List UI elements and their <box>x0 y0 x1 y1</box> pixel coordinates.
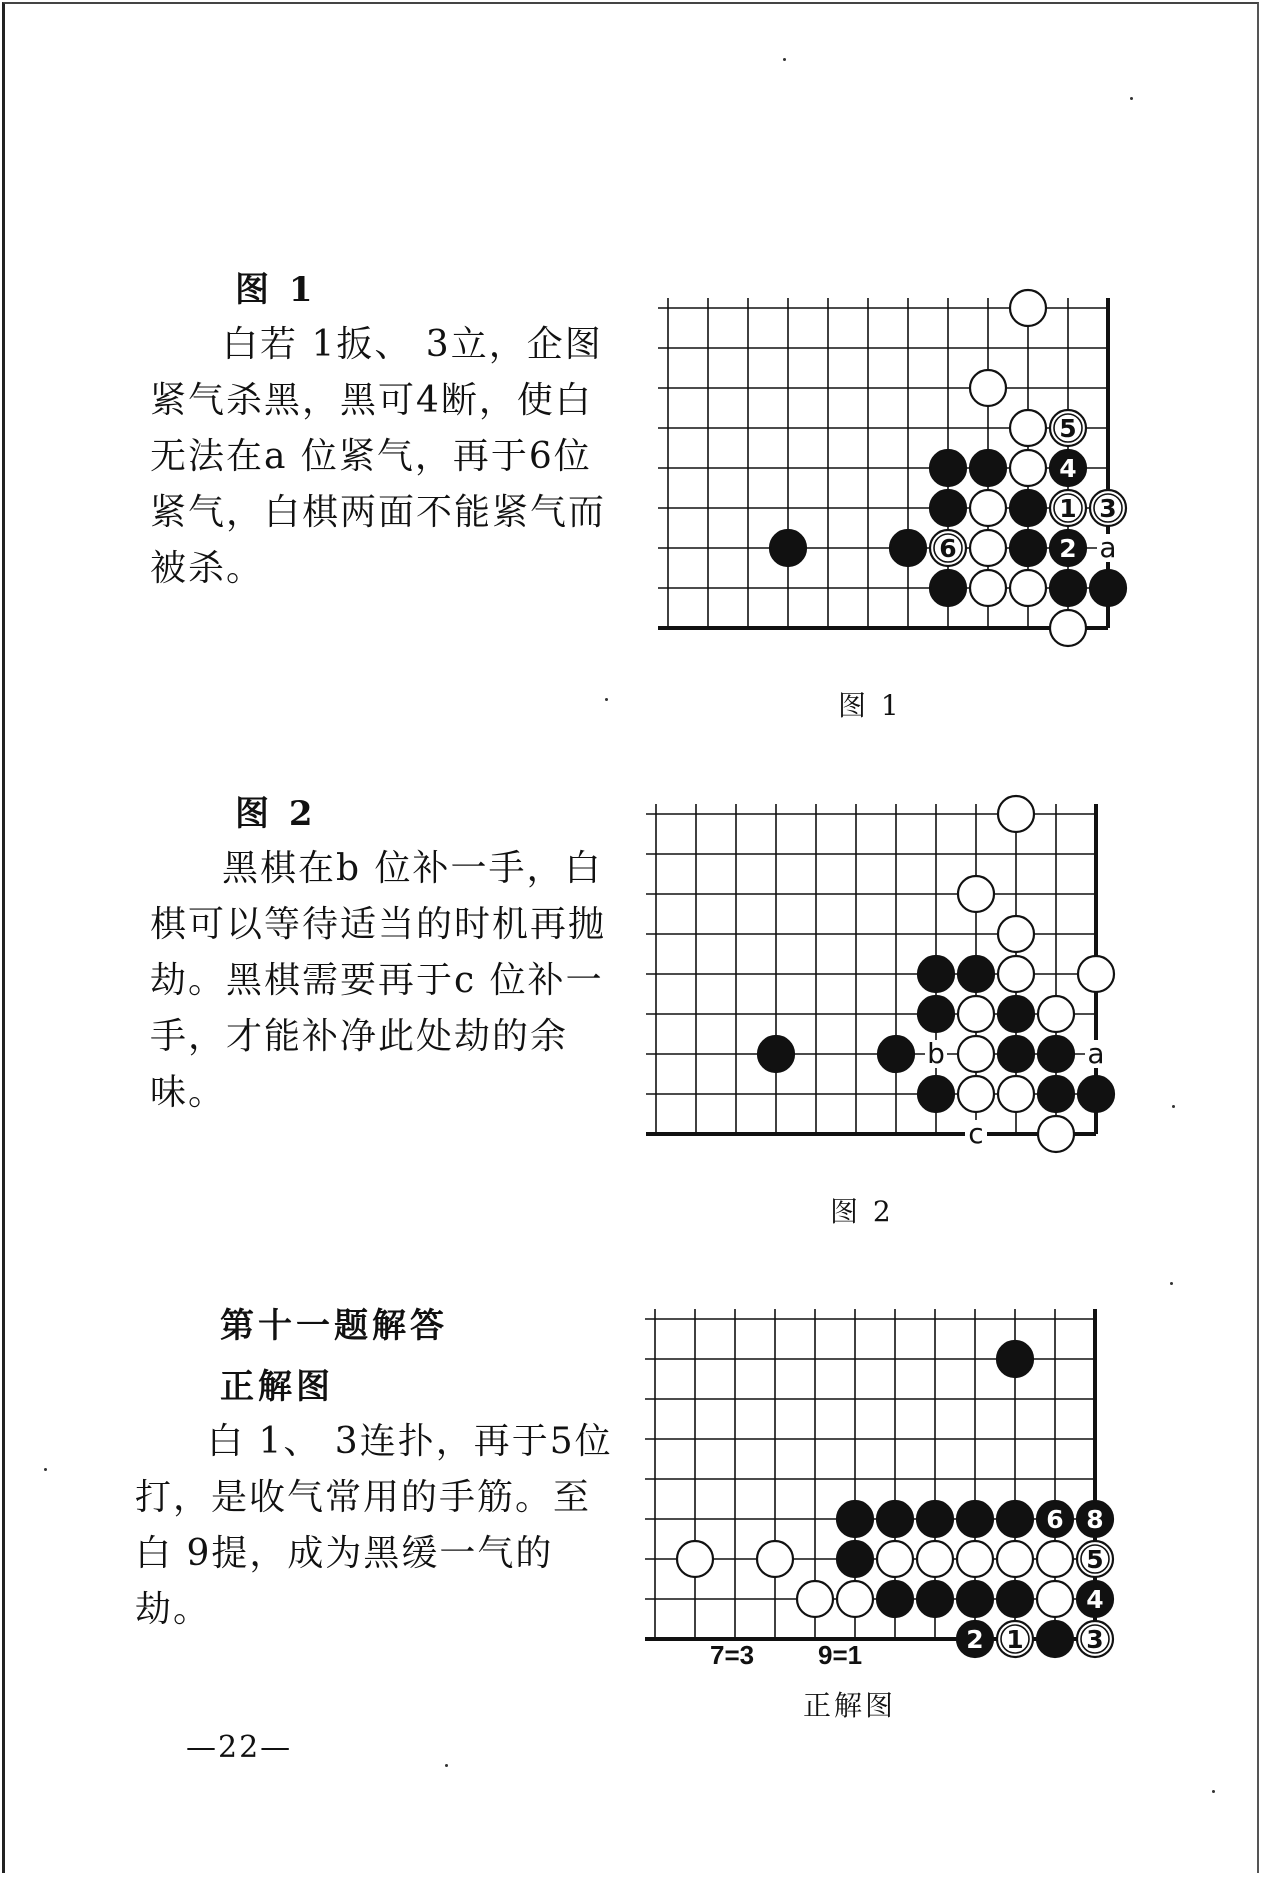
move-number-2: 2 <box>966 1625 984 1654</box>
white-stone <box>970 370 1006 406</box>
section-fig1 <box>150 262 620 597</box>
move-number-3: 3 <box>1086 1625 1104 1654</box>
white-stone <box>1010 290 1046 326</box>
white-stone <box>1037 1541 1073 1577</box>
move-number-8: 8 <box>1086 1505 1104 1534</box>
black-stone <box>997 1501 1033 1537</box>
black-stone <box>890 530 926 566</box>
black-stone <box>1010 530 1046 566</box>
black-stone <box>930 570 966 606</box>
move-number-6: 6 <box>939 534 957 563</box>
white-stone <box>1078 956 1114 992</box>
white-stone <box>1038 1116 1074 1152</box>
black-stone <box>997 1581 1033 1617</box>
fig1-heading: 图 1 <box>235 270 317 310</box>
black-stone <box>998 1036 1034 1072</box>
move-number-1: 1 <box>1006 1625 1024 1654</box>
black-stone <box>837 1541 873 1577</box>
white-stone <box>1038 996 1074 1032</box>
white-stone <box>998 796 1034 832</box>
white-stone <box>1010 450 1046 486</box>
point-label-a: a <box>1099 531 1117 564</box>
scan-speck <box>605 698 608 701</box>
go-diagram-fig1 <box>648 288 1128 648</box>
scan-speck <box>1212 1790 1215 1793</box>
white-stone <box>970 530 1006 566</box>
black-stone <box>918 996 954 1032</box>
white-stone <box>1010 410 1046 446</box>
move-number-2: 2 <box>1059 534 1077 563</box>
solution-heading: 第十一题解答 <box>220 1306 448 1346</box>
solution-subheading: 正解图 <box>220 1367 334 1407</box>
move-number-5: 5 <box>1086 1545 1104 1574</box>
white-stone <box>1050 610 1086 646</box>
black-stone <box>878 1036 914 1072</box>
point-label-a: a <box>1087 1037 1105 1070</box>
black-stone <box>957 1581 993 1617</box>
white-stone <box>997 1541 1033 1577</box>
white-stone <box>958 876 994 912</box>
white-stone <box>957 1541 993 1577</box>
black-stone <box>930 490 966 526</box>
white-stone <box>998 1076 1034 1112</box>
white-stone <box>917 1541 953 1577</box>
scan-speck <box>1172 1105 1175 1108</box>
white-stone <box>797 1581 833 1617</box>
move-number-6: 6 <box>1046 1505 1064 1534</box>
white-stone <box>970 490 1006 526</box>
black-stone <box>917 1501 953 1537</box>
white-stone <box>677 1541 713 1577</box>
go-diagram-fig2 <box>636 794 1116 1154</box>
black-stone <box>1038 1036 1074 1072</box>
page-number: —22— <box>186 1730 293 1765</box>
scan-speck <box>1170 1282 1173 1285</box>
solution-note-2: 9=1 <box>818 1640 863 1670</box>
move-number-4: 4 <box>1086 1585 1104 1614</box>
solution-caption: 正解图 <box>803 1689 897 1722</box>
white-stone <box>1037 1581 1073 1617</box>
fig2-caption: 图 2 <box>830 1195 894 1228</box>
black-stone <box>917 1581 953 1617</box>
black-stone <box>1037 1621 1073 1657</box>
black-stone <box>970 450 1006 486</box>
fig2-heading: 图 2 <box>235 794 317 834</box>
black-stone <box>1090 570 1126 606</box>
scan-speck <box>1130 97 1133 100</box>
black-stone <box>958 956 994 992</box>
point-label-b: b <box>927 1037 945 1070</box>
point-label-c: c <box>968 1117 984 1150</box>
white-stone <box>1010 570 1046 606</box>
go-diagram-solution <box>635 1299 1115 1659</box>
white-stone <box>958 996 994 1032</box>
section-fig2 <box>150 786 630 1121</box>
section-solution <box>135 1298 625 1638</box>
black-stone <box>837 1501 873 1537</box>
move-number-3: 3 <box>1099 494 1117 523</box>
scan-speck <box>44 1468 47 1471</box>
black-stone <box>1078 1076 1114 1112</box>
white-stone <box>970 570 1006 606</box>
fig1-text: 白若 1扳、 3立，企图紧气杀黑，黑可4断，使白无法在a 位紧气，再于6位紧气，白棋两面不能紧气而被杀。 <box>150 324 607 589</box>
black-stone <box>877 1501 913 1537</box>
white-stone <box>757 1541 793 1577</box>
black-stone <box>1010 490 1046 526</box>
black-stone <box>918 956 954 992</box>
white-stone <box>877 1541 913 1577</box>
black-stone <box>957 1501 993 1537</box>
white-stone <box>837 1581 873 1617</box>
black-stone <box>918 1076 954 1112</box>
white-stone <box>958 1036 994 1072</box>
move-number-1: 1 <box>1059 494 1077 523</box>
solution-note-1: 7=3 <box>710 1640 755 1670</box>
black-stone <box>998 996 1034 1032</box>
fig1-caption: 图 1 <box>838 689 902 722</box>
white-stone <box>998 956 1034 992</box>
scan-speck <box>445 1764 448 1767</box>
black-stone <box>930 450 966 486</box>
black-stone <box>1050 570 1086 606</box>
solution-text: 白 1、 3连扑，再于5位打，是收气常用的手筋。至白 9提，成为黑缓一气的劫。 <box>135 1421 613 1630</box>
white-stone <box>958 1076 994 1112</box>
black-stone <box>770 530 806 566</box>
scan-speck <box>783 58 786 61</box>
move-number-5: 5 <box>1059 414 1077 443</box>
move-number-4: 4 <box>1059 454 1077 483</box>
black-stone <box>1038 1076 1074 1112</box>
white-stone <box>998 916 1034 952</box>
black-stone <box>997 1341 1033 1377</box>
black-stone <box>877 1581 913 1617</box>
black-stone <box>758 1036 794 1072</box>
fig2-text: 黑棋在b 位补一手，白棋可以等待适当的时机再抛劫。黑棋需要再于c 位补一手，才能补净此处劫的余味。 <box>150 848 607 1113</box>
